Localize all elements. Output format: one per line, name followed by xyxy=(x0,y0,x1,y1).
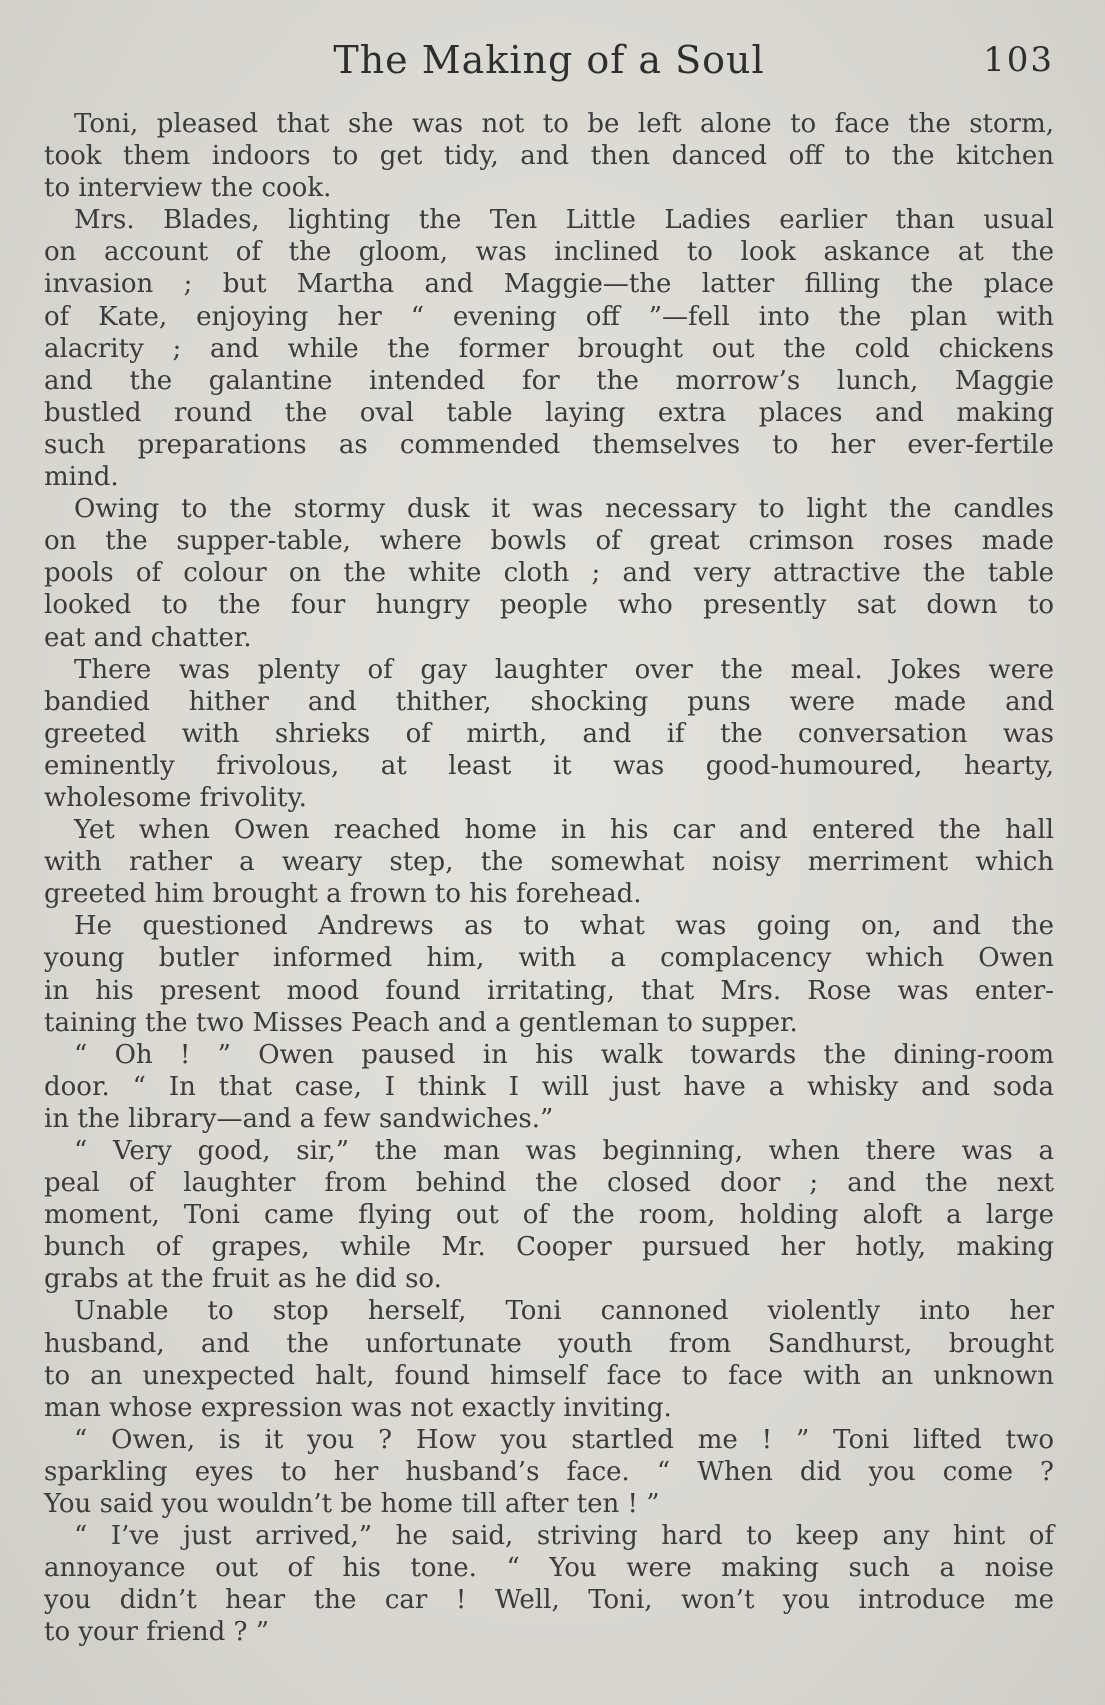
text-line: husband, and the unfortunate youth from Sandhurst, brought xyxy=(44,1328,1054,1359)
text-line: “ Very good, sir,” the man was beginning, when there was a xyxy=(74,1136,1054,1166)
text-line: annoyance out of his tone. “ You were making such a noise xyxy=(44,1553,1054,1584)
text-line: such preparations as commended themselves to her ever-fertile xyxy=(44,429,1054,460)
text-line: in his present mood found irritating, that Mrs. Rose was enter- xyxy=(44,975,1054,1006)
paragraph xyxy=(44,814,1054,910)
paragraph xyxy=(44,204,1054,493)
text-line: taining the two Misses Peach and a gentleman to supper. xyxy=(44,1007,798,1038)
text-line: took them indoors to get tidy, and then danced off to the kitchen xyxy=(44,141,1054,172)
paragraph xyxy=(44,1039,1054,1135)
text-line: Mrs. Blades, lighting the Ten Little Ladies earlier than usual xyxy=(74,205,1054,236)
text-line: to your friend ? ” xyxy=(44,1617,270,1648)
text-line: bustled round the oval table laying extra places and making xyxy=(44,397,1054,428)
text-line: Yet when Owen reached home in his car and entered the hall xyxy=(74,815,1054,846)
text-line: wholesome frivolity. xyxy=(44,782,307,813)
text-line: “ Oh ! ” Owen paused in his walk towards the dining-room xyxy=(74,1039,1054,1070)
paragraph xyxy=(44,493,1054,653)
text-line: eat and chatter. xyxy=(44,622,252,653)
text-line: greeted him brought a frown to his forehead. xyxy=(44,879,642,910)
text-line: “ I’ve just arrived,” he said, striving hard to keep any hint of xyxy=(74,1521,1054,1552)
paragraph xyxy=(44,108,1054,204)
text-line: invasion ; but Martha and Maggie—the latter filling the place xyxy=(44,269,1054,300)
text-line: you didn’t hear the car ! Well, Toni, won’t you introduce me xyxy=(44,1585,1054,1616)
text-line: “ Owen, is it you ? How you startled me ! ” Toni lifted two xyxy=(74,1424,1054,1455)
text-line: mind. xyxy=(44,462,119,493)
text-line: door. “ In that case, I think I will just have a whisky and soda xyxy=(44,1071,1054,1102)
paragraph xyxy=(44,1135,1054,1295)
text-line: bandied hither and thither, shocking puns were made and xyxy=(44,686,1054,717)
text-line: of Kate, enjoying her “ evening off ”—fell into the plan with xyxy=(44,301,1054,332)
text-line: moment, Toni came flying out of the room, holding aloft a large xyxy=(44,1200,1054,1231)
text-line: bunch of grapes, while Mr. Cooper pursued her hotly, making xyxy=(44,1232,1054,1263)
paragraph xyxy=(44,1520,1054,1648)
text-line: to interview the cook. xyxy=(44,173,332,204)
text-line: peal of laughter from behind the closed door ; and the next xyxy=(44,1168,1054,1199)
paragraph xyxy=(44,910,1054,1038)
text-line: man whose expression was not exactly inviting. xyxy=(44,1392,672,1423)
text-line: on the supper-table, where bowls of great crimson roses made xyxy=(44,526,1054,557)
text-line: with rather a weary step, the somewhat noisy merriment which xyxy=(44,847,1054,878)
text-line: grabs at the fruit as he did so. xyxy=(44,1264,442,1295)
text-line: greeted with shrieks of mirth, and if the conversation was xyxy=(44,718,1054,749)
text-line: and the galantine intended for the morrow’s lunch, Maggie xyxy=(44,365,1054,396)
running-title: The Making of a Soul xyxy=(333,38,765,82)
text-line: There was plenty of gay laughter over the meal. Jokes were xyxy=(74,654,1054,685)
text-line: looked to the four hungry people who presently sat down to xyxy=(44,590,1054,621)
text-line: Owing to the stormy dusk it was necessary to light the candles xyxy=(74,494,1054,525)
text-line: You said you wouldn’t be home till after ten ! ” xyxy=(44,1489,660,1520)
paragraph xyxy=(44,654,1054,814)
page-number: 103 xyxy=(983,40,1054,80)
text-line: alacrity ; and while the former brought out the cold chickens xyxy=(44,333,1054,364)
text-line: He questioned Andrews as to what was going on, and the xyxy=(74,911,1054,942)
text-line: eminently frivolous, at least it was good-humoured, hearty, xyxy=(44,750,1054,781)
text-line: young butler informed him, with a complacency which Owen xyxy=(44,943,1054,974)
running-head xyxy=(44,38,1054,88)
text-line: Toni, pleased that she was not to be left alone to face the storm, xyxy=(74,109,1054,139)
text-line: to an unexpected halt, found himself face to face with an unknown xyxy=(44,1360,1054,1391)
body-text xyxy=(44,108,1054,1649)
text-line: sparkling eyes to her husband’s face. “ When did you come ? xyxy=(44,1456,1054,1487)
text-line: pools of colour on the white cloth ; and very attractive the table xyxy=(44,558,1054,589)
paragraph xyxy=(44,1295,1054,1423)
text-line: in the library—and a few sandwiches.” xyxy=(44,1103,554,1134)
text-line: on account of the gloom, was inclined to look askance at the xyxy=(44,237,1054,268)
text-line: Unable to stop herself, Toni cannoned violently into her xyxy=(74,1296,1054,1327)
paragraph xyxy=(44,1424,1054,1520)
